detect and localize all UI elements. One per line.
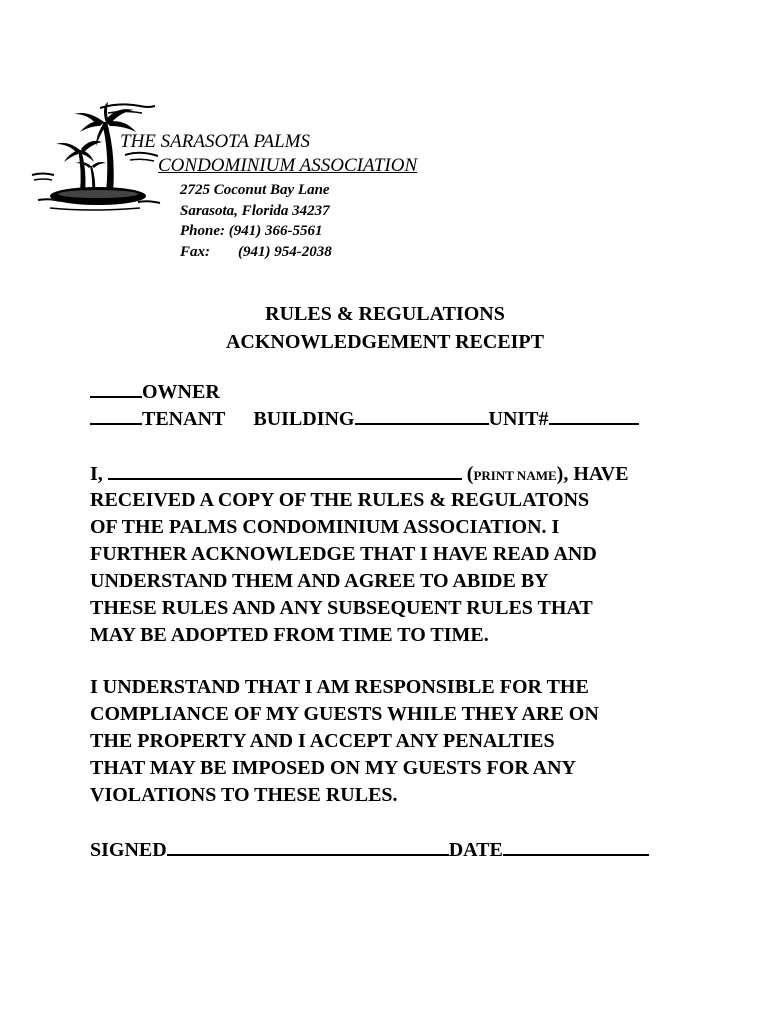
paragraph-line: VIOLATIONS TO THESE RULES. xyxy=(90,784,398,806)
print-name-field[interactable] xyxy=(108,460,462,480)
document-title xyxy=(0,300,770,356)
responsibility-paragraph xyxy=(90,674,690,809)
print-name-open: ( xyxy=(466,463,474,485)
unit-field[interactable] xyxy=(549,405,639,425)
print-name-line xyxy=(90,460,629,489)
have-label: HAVE xyxy=(573,463,629,485)
paragraph-line: THESE RULES AND ANY SUBSEQUENT RULES THAT xyxy=(90,597,593,619)
acknowledgement-paragraph xyxy=(90,487,690,649)
paragraph-line: THAT MAY BE IMPOSED ON MY GUESTS FOR ANY xyxy=(90,757,576,779)
i-label: I, xyxy=(90,463,103,485)
print-name-label: PRINT NAME xyxy=(473,468,557,483)
paragraph-line: MAY BE ADOPTED FROM TIME TO TIME. xyxy=(90,624,489,646)
address-city: Sarasota, Florida 34237 xyxy=(180,202,330,219)
address-street: 2725 Coconut Bay Lane xyxy=(180,182,330,198)
building-field[interactable] xyxy=(355,405,489,425)
paragraph-line: FURTHER ACKNOWLEDGE THAT I HAVE READ AND xyxy=(90,543,597,565)
signature-field[interactable] xyxy=(167,836,449,856)
org-name-line1: THE SARASOTA PALMS xyxy=(120,131,311,152)
date-label: DATE xyxy=(448,839,503,861)
tenant-label: TENANT xyxy=(142,408,226,430)
fax-number: (941) 954-2038 xyxy=(238,243,332,260)
paragraph-line: RECEIVED A COPY OF THE RULES & REGULATONS xyxy=(90,489,590,511)
fax-label: Fax: xyxy=(180,243,210,260)
phone-number: Phone: (941) 366-5561 xyxy=(180,223,323,239)
paragraph-line: I UNDERSTAND THAT I AM RESPONSIBLE FOR THE xyxy=(90,676,589,698)
tenant-building-unit-line xyxy=(90,405,639,433)
building-label: BUILDING xyxy=(253,408,355,430)
fax-line xyxy=(180,242,332,263)
org-address-block xyxy=(180,180,332,262)
signature-line xyxy=(90,836,649,864)
paragraph-line: THE PROPERTY AND I ACCEPT ANY PENALTIES xyxy=(90,730,555,752)
owner-checkbox-blank[interactable] xyxy=(90,378,142,398)
signed-label: SIGNED xyxy=(90,839,167,861)
paragraph-line: UNDERSTAND THEM AND AGREE TO ABIDE BY xyxy=(90,570,549,592)
palm-tree-island-icon xyxy=(30,100,165,215)
owner-label: OWNER xyxy=(142,381,220,403)
title-line1: RULES & REGULATIONS xyxy=(265,303,505,325)
owner-line xyxy=(90,378,220,406)
paragraph-line: COMPLIANCE OF MY GUESTS WHILE THEY ARE ON xyxy=(90,703,599,725)
paragraph-line: OF THE PALMS CONDOMINIUM ASSOCIATION. I xyxy=(90,516,560,538)
date-field[interactable] xyxy=(503,836,649,856)
tenant-checkbox-blank[interactable] xyxy=(90,405,142,425)
title-line2: ACKNOWLEDGEMENT RECEIPT xyxy=(225,331,544,353)
print-name-close: ), xyxy=(556,463,569,485)
unit-label: UNIT# xyxy=(488,408,549,430)
org-name-line2: CONDOMINIUM ASSOCIATION xyxy=(158,155,418,176)
